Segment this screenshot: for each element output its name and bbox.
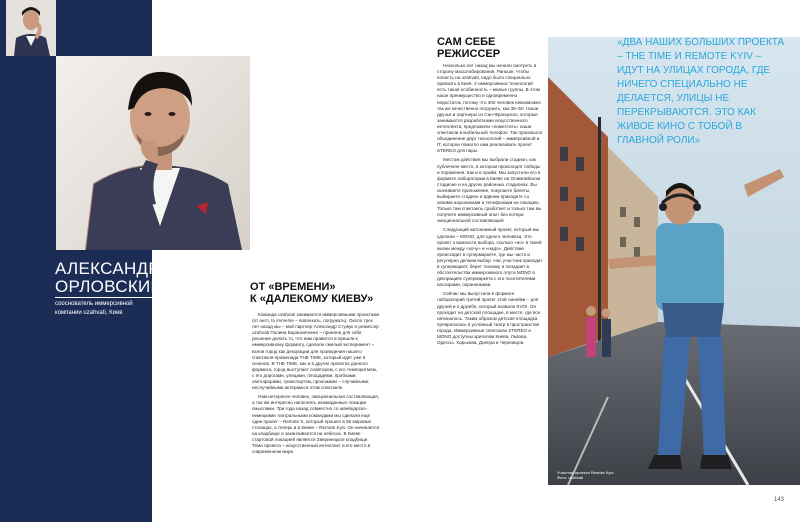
article-headline [250, 281, 390, 305]
headline-line1: ОТ «ВРЕМЕНИ» [250, 281, 336, 293]
pull-quote: «ДВА НАШИХ БОЛЬШИХ ПРОЕКТА – THE TIME И REMOTE KYIV – ИДУТ НА УЛИЦАХ ГОРОДА, ГДЕ НИЧЕГО СПЕЦИАЛЬНО НЕ ДЕЛАЕТСЯ, УЛИЦЫ НЕ ПЕРЕКРЫВАЮТСЯ. ЭТО КАК ЖИВОЕ КИНО С ТОБОЙ В ГЛАВНОЙ РОЛИ» [617, 37, 785, 146]
body-paragraph: Местом действия мы выбрали стадион, как публичное место, в котором происходят победы и поражения. Как и в прайм. Мы запустили его в формате лаборатории в Киеве на Олимпийском стадионе и на других районных стадионах. Вы скачиваете приложение, покупаете билеты, выбираете стадион и вдвоем приходите со своими наушниками и телефонами на локацию. Только там спектакль сработает и только там вы получите иммерсивный опыт без потери эмоциональной составляющей. [437, 157, 542, 224]
body-paragraph: Сейчас мы выпустили в формате лабораторий третий проект этой линейки – для друзей и о дружбе, который назвали SVOI. Он проходит на детской площадке, в месте, где все начиналось. Таким образом детская площадка превратилась в условный театр в пространстве города. Иммерсивные спектакли STEREO и MONO доступны зрителям Киева, Львова, Одессы, Харькова, Днепра и Черновцов. [437, 291, 541, 346]
person-name-line1: АЛЕКСАНДР [55, 259, 160, 278]
section-heading-line2: РЕЖИССЕР [437, 48, 501, 60]
section-heading-line1: САМ СЕБЕ [437, 36, 496, 48]
headline-line2: К «ДАЛЕКОМУ КИЕВУ» [250, 293, 374, 305]
main-portrait [56, 56, 250, 250]
body-column-1 [252, 312, 380, 458]
thumbnail-portrait-art [6, 0, 56, 56]
thumbnail-portrait [6, 0, 56, 56]
person-role: сооснователь иммерсивной компании uzahvati, Киев [55, 301, 133, 316]
page-number: 143 [774, 497, 785, 503]
section-heading [437, 36, 547, 60]
person-name [55, 260, 163, 296]
body-paragraph: Команда uzahvati занимается иммерсивными проектами (от англ. to immerse – вовлекать, погружать). Около трех лет назад мы – мой партнер Александр Стужук и режиссер uzahvati Полина Баранниченко – приняли для себя решение делать то, что нам нравится и пришли к иммерсивному формату, сделали смелый эксперимент – взяли город как декорации для проведения нашего спектакля-променада THE TIME, который идет уже 6 сезонов. В THE TIME, как и в других проектах данного формата, город выступает соавтором, с его темпоритмом, с его дорогами, улицами, площадями, пробками, светофорами, транспортом, прохожими – случайными неслучайными актерами в этом спектакле. [252, 312, 380, 391]
name-divider [55, 297, 155, 298]
body-paragraph: Нам интересен человек, эмоциональная составляющая, а так же интересно наполнять неожиданные локации смыслами. Три года назад совместно со швейцарско-немецкими театральными командами мы сделали еще один проект – Remote X, который прошел в 55 мировых столицах, а теперь и в Киеве – Remote Kyiv. Он начинается на кладбище и заканчивается на небесах. В Киеве стартовой локацией является Зверинецкое кладбище. Тема проекта – искусственный интеллект и его место в современном мире. [252, 394, 380, 455]
body-column-2 [437, 63, 543, 349]
person-name-line2: ОРЛОВСКИЙ [55, 277, 164, 296]
photo-caption: Участник проекта Remote Kyiv. Фото: uzahvati [557, 470, 615, 480]
body-paragraph: Следующий автономный проект, который мы сделали – MONO, для одного человека. Это проект о важности выбора, сколько «но» в твоей жизни между «хочу» и «надо». Действие происходит в супермаркете, где мы часто и регулярно делаем выбор. Нас участник приходит в супермаркет, берет тележку и попадает в обстоятельства иммерсивного плута MONO в декорациях супермаркета с его посетителями, кассирами, охранниками. [437, 227, 543, 288]
body-paragraph: Несколько лет назад мы начали смотреть в сторону масштабирования. Раньше, чтобы попасть на uzahvati, надо было специально приехать в Киев. У иммерсивных технологий есть такая особенность – малые группы. В этом наше преимущество и одновременно недостаток, потому что 400 человек невозможно так же качественно погрузить, как 35–50. Наши друзья и партнеры из Сан-Франциско, которые занимаются разработками искусственного интеллекта, предложили «поместить» наши спектакли в мобильный телефон. Так произошло объединение двух технологий – иммерсивной и IT, которое помогло нам реализовать проект STEREO для пары. [437, 63, 543, 154]
main-portrait-art [56, 56, 250, 250]
